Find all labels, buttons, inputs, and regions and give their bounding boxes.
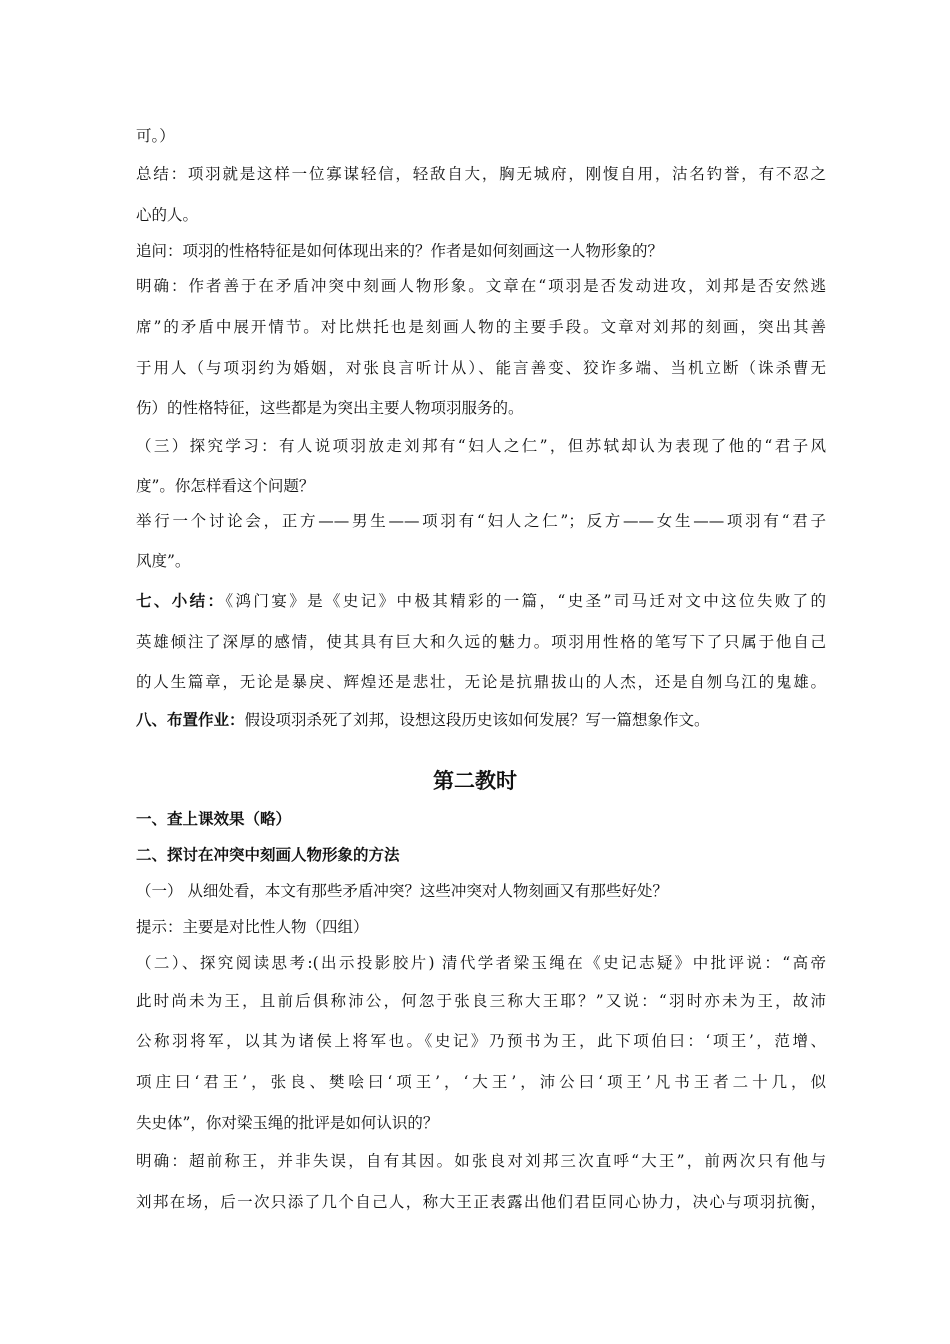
- text-line: （一） 从细处看，本文有那些矛盾冲突？这些冲突对人物刻画又有那些好处？: [136, 882, 668, 900]
- text-line: （二）、探究阅读思考:(出示投影胶片) 清代学者梁玉绳在《史记志疑》中批评说：“高帝: [136, 954, 826, 972]
- section-title: 第二教时: [433, 769, 517, 793]
- text-line: 度”。你怎样看这个问题？: [136, 477, 315, 495]
- homework-text: 假设项羽杀死了刘邦，设想这段历史该如何发展？写一篇想象作文。: [244, 711, 710, 729]
- text-line: 项庄曰‘君王’，张良、樊哙曰‘项王’，‘大王’，沛公曰‘项王’凡书王者二十几，似: [136, 1073, 826, 1091]
- summary-line: [136, 590, 826, 612]
- text-line: 提示：主要是对比性人物（四组）: [136, 918, 369, 936]
- summary-heading: 七、小结：: [136, 592, 226, 610]
- text-line: 伤）的性格特征，这些都是为突出主要人物项羽服务的。: [136, 399, 524, 417]
- text-line: 追问：项羽的性格特征是如何体现出来的？作者是如何刻画这一人物形象的？: [136, 242, 664, 260]
- text-line: （三）探究学习：有人说项羽放走刘邦有“妇人之仁”，但苏轼却认为表现了他的“君子风: [136, 437, 826, 455]
- text-line: 风度”。: [136, 552, 191, 570]
- part-heading: 二、探讨在冲突中刻画人物形象的方法: [136, 846, 400, 864]
- text-line: 可。）: [136, 127, 175, 145]
- text-line: 席”的矛盾中展开情节。对比烘托也是刻画人物的主要手段。文章对刘邦的刻画，突出其善: [136, 318, 826, 336]
- summary-text: 《鸿门宴》是《史记》中极其精彩的一篇，“史圣”司马迁对文中这位失败了的: [225, 592, 826, 610]
- text-line: 明确：超前称王，并非失误，自有其因。如张良对刘邦三次直呼“大王”，前两次只有他与: [136, 1152, 826, 1170]
- text-line: 心的人。: [136, 206, 199, 224]
- text-line: 公称羽将军，以其为诸侯上将军也。《史记》乃预书为王，此下项伯曰：‘项王’，范增、: [136, 1032, 826, 1050]
- part-heading: 一、查上课效果（略）: [136, 810, 292, 828]
- text-line: 此时尚未为王，且前后俱称沛公，何忽于张良三称大王耶？”又说：“羽时亦未为王，故沛: [136, 992, 826, 1010]
- text-line: 明确：作者善于在矛盾冲突中刻画人物形象。文章在“项羽是否发动进攻，刘邦是否安然逃: [136, 277, 826, 295]
- text-line: 刘邦在场，后一次只添了几个自己人，称大王正表露出他们君臣同心协力，决心与项羽抗衡，: [136, 1193, 826, 1211]
- text-line: 失史体”，你对梁玉绳的批评是如何认识的？: [136, 1114, 439, 1132]
- homework-heading: 八、布置作业：: [136, 711, 245, 729]
- text-line: 总结：项羽就是这样一位寡谋轻信，轻敌自大，胸无城府，刚愎自用，沽名钓誉，有不忍之: [136, 165, 826, 183]
- text-line: 于用人（与项羽约为婚姻，对张良言听计从）、能言善变、狡诈多端、当机立断（诛杀曹无: [136, 359, 826, 377]
- summary-line: 的人生篇章，无论是暴戾、辉煌还是悲壮，无论是抗鼎拔山的人杰，还是自刎乌江的鬼雄。: [136, 673, 826, 691]
- summary-line: 英雄倾注了深厚的感情，使其具有巨大和久远的魅力。项羽用性格的笔写下了只属于他自己: [136, 633, 826, 651]
- homework-line: [136, 709, 826, 731]
- text-line: 举行一个讨论会，正方——男生——项羽有“妇人之仁”；反方——女生——项羽有“君子: [136, 512, 826, 530]
